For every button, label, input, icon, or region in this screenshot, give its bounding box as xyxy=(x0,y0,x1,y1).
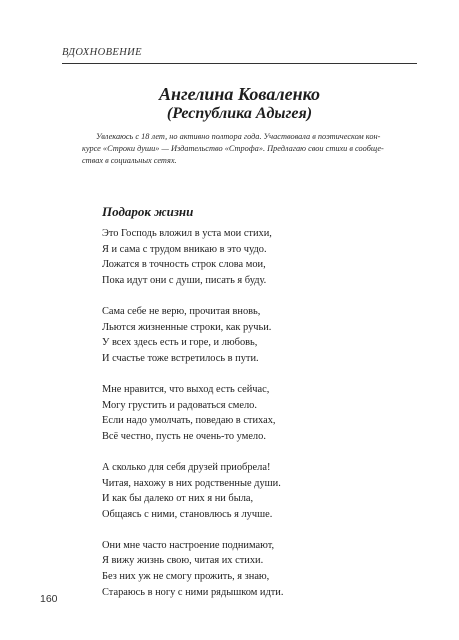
header-divider xyxy=(62,63,417,64)
verse-line: Льются жизненные строки, как ручьи. xyxy=(102,321,272,333)
stanza-3 xyxy=(102,382,422,444)
verse-line: Сама себе не верю, прочитая вновь, xyxy=(102,305,261,317)
verse-line: Я и сама с трудом вникаю в это чудо. xyxy=(102,243,267,255)
author-region: (Республика Адыгея) xyxy=(166,105,313,122)
bio-line: курсе «Строки души» — Издательство «Строфа». Предлагаю свои стихи в сообще- xyxy=(82,144,384,153)
verse-line: Пока идут они с души, писать я буду. xyxy=(102,274,267,286)
stanza-1 xyxy=(102,226,422,288)
page-number: 160 xyxy=(40,593,58,605)
verse-line: И счастье тоже встретилось в пути. xyxy=(102,352,259,364)
verse-line: Я вижу жизнь свою, читая их стихи. xyxy=(102,555,264,567)
poem-title: Подарок жизни xyxy=(102,204,194,219)
verse-line: У всех здесь есть и горе, и любовь, xyxy=(102,337,258,349)
verse-line: Ложатся в точность строк слова мои, xyxy=(102,259,266,271)
verse-line: А сколько для себя друзей приобрела! xyxy=(102,461,271,473)
verse-line: Всё честно, пусть не очень-то умело. xyxy=(102,430,266,442)
verse-line: Стараюсь в ногу с ними рядышком идти. xyxy=(102,586,284,598)
author-bio xyxy=(82,131,382,167)
bio-line: ствах в социальных сетях. xyxy=(82,156,177,165)
verse-line: Читая, нахожу в них родственные души. xyxy=(102,477,281,489)
bio-line: Увлекаюсь с 18 лет, но активно полтора года. Участвовала в поэтическом кон- xyxy=(96,132,381,141)
author-name: Ангелина Коваленко xyxy=(158,84,321,104)
stanza-2 xyxy=(102,304,422,366)
verse-line: Если надо умолчать, поведаю в стихах, xyxy=(102,415,276,427)
verse-line: И как бы далеко от них я ни была, xyxy=(102,493,254,505)
verse-line: Они мне часто настроение поднимают, xyxy=(102,539,275,551)
stanza-4 xyxy=(102,460,422,522)
verse-line: Это Господь вложил в уста мои стихи, xyxy=(102,228,272,239)
verse-line: Могу грустить и радоваться смело. xyxy=(102,399,257,411)
stanza-5 xyxy=(102,538,422,600)
verse-line: Без них уж не смогу прожить, я знаю, xyxy=(102,571,270,583)
poem-body xyxy=(102,226,422,600)
verse-line: Мне нравится, что выход есть сейчас, xyxy=(102,383,270,395)
section-label: ВДОХНОВЕНИЕ xyxy=(62,47,142,58)
verse-line: Общаясь с ними, становлюсь я лучше. xyxy=(102,508,273,520)
